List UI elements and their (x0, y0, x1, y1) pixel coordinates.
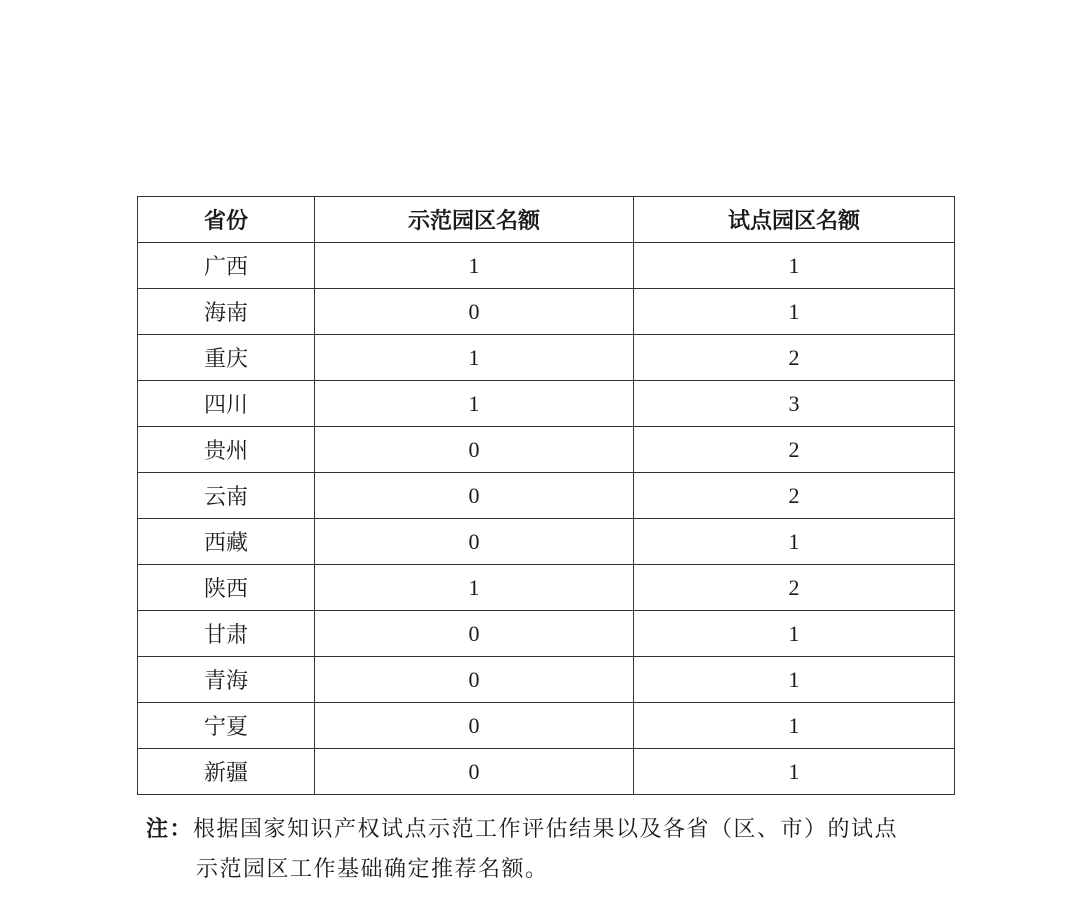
cell-province: 陕西 (138, 565, 315, 611)
cell-province: 西藏 (138, 519, 315, 565)
table-row (138, 565, 955, 611)
header-demo-quota: 示范园区名额 (315, 197, 634, 243)
cell-demo-quota: 0 (315, 611, 634, 657)
table-note (146, 810, 966, 890)
cell-pilot-quota: 3 (634, 381, 955, 427)
cell-province: 贵州 (138, 427, 315, 473)
cell-pilot-quota: 1 (634, 657, 955, 703)
cell-province: 新疆 (138, 749, 315, 795)
cell-pilot-quota: 1 (634, 611, 955, 657)
table-row (138, 335, 955, 381)
cell-pilot-quota: 2 (634, 473, 955, 519)
cell-province: 青海 (138, 657, 315, 703)
cell-province: 云南 (138, 473, 315, 519)
table-row (138, 243, 955, 289)
cell-pilot-quota: 1 (634, 243, 955, 289)
table-row (138, 657, 955, 703)
cell-pilot-quota: 2 (634, 335, 955, 381)
cell-demo-quota: 1 (315, 243, 634, 289)
cell-pilot-quota: 1 (634, 289, 955, 335)
cell-demo-quota: 0 (315, 473, 634, 519)
header-pilot-quota: 试点园区名额 (634, 197, 955, 243)
cell-province: 海南 (138, 289, 315, 335)
cell-demo-quota: 0 (315, 703, 634, 749)
cell-demo-quota: 0 (315, 427, 634, 473)
cell-demo-quota: 0 (315, 289, 634, 335)
table-row (138, 381, 955, 427)
cell-demo-quota: 0 (315, 657, 634, 703)
header-province: 省份 (138, 197, 315, 243)
cell-province: 四川 (138, 381, 315, 427)
cell-pilot-quota: 2 (634, 565, 955, 611)
quota-table (137, 196, 955, 795)
cell-demo-quota: 0 (315, 749, 634, 795)
cell-province: 甘肃 (138, 611, 315, 657)
table-row (138, 611, 955, 657)
note-text-line2: 示范园区工作基础确定推荐名额。 (196, 857, 549, 882)
table-row (138, 289, 955, 335)
table-header-row (138, 197, 955, 243)
cell-demo-quota: 1 (315, 335, 634, 381)
cell-demo-quota: 1 (315, 565, 634, 611)
cell-pilot-quota: 2 (634, 427, 955, 473)
cell-pilot-quota: 1 (634, 749, 955, 795)
table-row (138, 703, 955, 749)
cell-demo-quota: 1 (315, 381, 634, 427)
cell-province: 重庆 (138, 335, 315, 381)
table-row (138, 427, 955, 473)
table-row (138, 749, 955, 795)
cell-province: 宁夏 (138, 703, 315, 749)
cell-pilot-quota: 1 (634, 703, 955, 749)
cell-pilot-quota: 1 (634, 519, 955, 565)
cell-province: 广西 (138, 243, 315, 289)
note-label: 注： (146, 817, 194, 842)
table-row (138, 519, 955, 565)
table-row (138, 473, 955, 519)
cell-demo-quota: 0 (315, 519, 634, 565)
note-text-line1: 根据国家知识产权试点示范工作评估结果以及各省（区、市）的试点 (193, 817, 899, 842)
